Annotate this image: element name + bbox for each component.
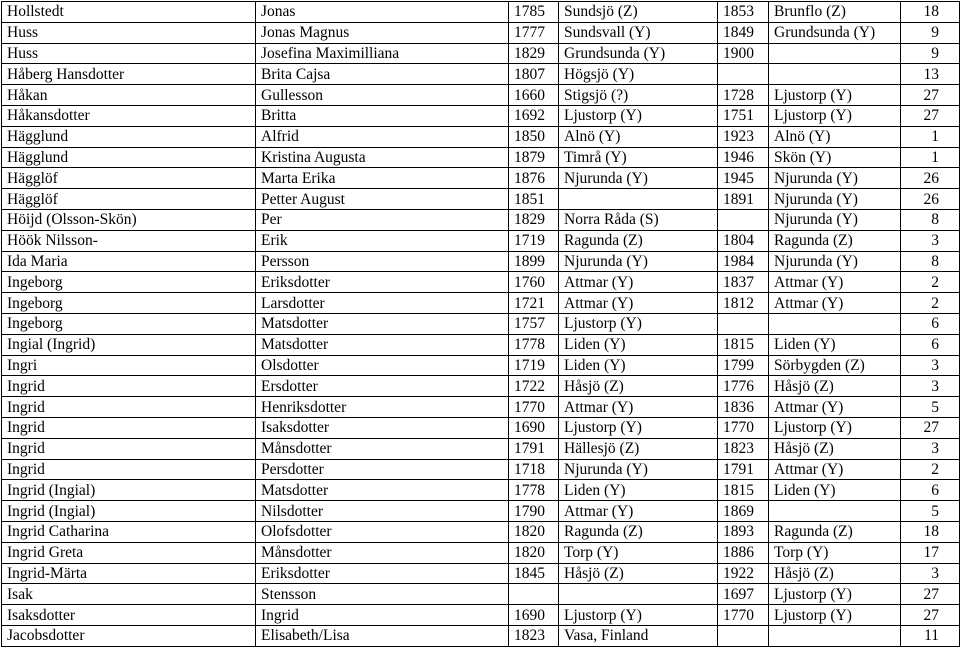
surname-cell: Huss (2, 43, 256, 64)
birth-year-cell: 1791 (509, 438, 559, 459)
surname-cell: Ingrid (2, 376, 256, 397)
given-name-cell: Kristina Augusta (256, 147, 509, 168)
given-name-cell: Eriksdotter (256, 563, 509, 584)
death-year-cell: 1770 (718, 417, 769, 438)
birth-year-cell: 1820 (509, 521, 559, 542)
birth-place-cell: Vasa, Finland (559, 625, 718, 646)
reference-cell: 2 (901, 272, 960, 293)
birth-year-cell: 1722 (509, 376, 559, 397)
death-place-cell: Ljustorp (Y) (769, 417, 901, 438)
birth-year-cell: 1719 (509, 230, 559, 251)
table-body (2, 2, 960, 647)
given-name-cell: Olofsdotter (256, 521, 509, 542)
birth-year-cell: 1851 (509, 189, 559, 210)
death-year-cell: 1900 (718, 43, 769, 64)
given-name-cell: Marta Erika (256, 168, 509, 189)
given-name-cell: Månsdotter (256, 542, 509, 563)
death-place-cell: Grundsunda (Y) (769, 22, 901, 43)
reference-cell: 1 (901, 147, 960, 168)
birth-place-cell: Ragunda (Z) (559, 230, 718, 251)
surname-cell: Ingrid (Ingial) (2, 480, 256, 501)
death-year-cell: 1799 (718, 355, 769, 376)
reference-cell: 13 (901, 64, 960, 85)
birth-place-cell: Liden (Y) (559, 334, 718, 355)
given-name-cell: Matsdotter (256, 313, 509, 334)
death-place-cell: Torp (Y) (769, 542, 901, 563)
surname-cell: Huss (2, 22, 256, 43)
table-row (2, 501, 960, 522)
given-name-cell: Isaksdotter (256, 417, 509, 438)
given-name-cell: Stensson (256, 584, 509, 605)
given-name-cell: Per (256, 209, 509, 230)
surname-cell: Ingrid (2, 438, 256, 459)
birth-year-cell: 1823 (509, 625, 559, 646)
birth-place-cell: Ljustorp (Y) (559, 105, 718, 126)
genealogy-table (1, 1, 960, 647)
reference-cell: 17 (901, 542, 960, 563)
birth-place-cell: Timrå (Y) (559, 147, 718, 168)
birth-year-cell: 1757 (509, 313, 559, 334)
surname-cell: Hägglund (2, 147, 256, 168)
birth-place-cell: Attmar (Y) (559, 397, 718, 418)
reference-cell: 27 (901, 584, 960, 605)
death-place-cell: Njurunda (Y) (769, 168, 901, 189)
reference-cell: 3 (901, 563, 960, 584)
given-name-cell: Brita Cajsa (256, 64, 509, 85)
given-name-cell: Alfrid (256, 126, 509, 147)
table-row (2, 126, 960, 147)
birth-place-cell: Liden (Y) (559, 355, 718, 376)
death-year-cell: 1751 (718, 105, 769, 126)
table-row (2, 563, 960, 584)
death-year-cell: 1849 (718, 22, 769, 43)
death-place-cell: Sörbygden (Z) (769, 355, 901, 376)
table-row (2, 438, 960, 459)
birth-place-cell: Attmar (Y) (559, 272, 718, 293)
reference-cell: 9 (901, 43, 960, 64)
birth-place-cell: Högsjö (Y) (559, 64, 718, 85)
surname-cell: Håberg Hansdotter (2, 64, 256, 85)
reference-cell: 6 (901, 313, 960, 334)
death-year-cell: 1837 (718, 272, 769, 293)
death-year-cell: 1697 (718, 584, 769, 605)
surname-cell: Ingri (2, 355, 256, 376)
death-place-cell: Attmar (Y) (769, 272, 901, 293)
birth-year-cell: 1770 (509, 397, 559, 418)
death-place-cell: Ljustorp (Y) (769, 584, 901, 605)
birth-year-cell: 1778 (509, 334, 559, 355)
given-name-cell: Olsdotter (256, 355, 509, 376)
birth-year-cell: 1829 (509, 43, 559, 64)
birth-year-cell: 1778 (509, 480, 559, 501)
death-year-cell: 1812 (718, 293, 769, 314)
death-place-cell: Njurunda (Y) (769, 209, 901, 230)
birth-place-cell: Alnö (Y) (559, 126, 718, 147)
table-row (2, 2, 960, 23)
given-name-cell: Petter August (256, 189, 509, 210)
surname-cell: Hägglund (2, 126, 256, 147)
table-row (2, 313, 960, 334)
reference-cell: 5 (901, 501, 960, 522)
table-row (2, 417, 960, 438)
given-name-cell: Jonas (256, 2, 509, 23)
birth-year-cell: 1807 (509, 64, 559, 85)
death-year-cell: 1804 (718, 230, 769, 251)
birth-place-cell: Stigsjö (?) (559, 85, 718, 106)
surname-cell: Höök Nilsson- (2, 230, 256, 251)
reference-cell: 27 (901, 85, 960, 106)
death-year-cell: 1853 (718, 2, 769, 23)
death-year-cell: 1836 (718, 397, 769, 418)
given-name-cell: Månsdotter (256, 438, 509, 459)
birth-place-cell: Norra Råda (S) (559, 209, 718, 230)
death-year-cell (718, 209, 769, 230)
birth-year-cell (509, 584, 559, 605)
reference-cell: 18 (901, 521, 960, 542)
death-place-cell: Håsjö (Z) (769, 563, 901, 584)
death-place-cell: Attmar (Y) (769, 459, 901, 480)
surname-cell: Hollstedt (2, 2, 256, 23)
given-name-cell: Britta (256, 105, 509, 126)
death-place-cell: Attmar (Y) (769, 293, 901, 314)
death-year-cell: 1886 (718, 542, 769, 563)
given-name-cell: Larsdotter (256, 293, 509, 314)
given-name-cell: Erik (256, 230, 509, 251)
table-row (2, 397, 960, 418)
birth-year-cell: 1690 (509, 605, 559, 626)
birth-year-cell: 1899 (509, 251, 559, 272)
surname-cell: Ingrid Catharina (2, 521, 256, 542)
table-row (2, 251, 960, 272)
death-place-cell: Liden (Y) (769, 334, 901, 355)
table-row (2, 625, 960, 646)
reference-cell: 27 (901, 105, 960, 126)
birth-place-cell: Grundsunda (Y) (559, 43, 718, 64)
surname-cell: Ingrid (Ingial) (2, 501, 256, 522)
table-row (2, 85, 960, 106)
surname-cell: Håkansdotter (2, 105, 256, 126)
surname-cell: Isaksdotter (2, 605, 256, 626)
birth-year-cell: 1777 (509, 22, 559, 43)
death-place-cell (769, 625, 901, 646)
reference-cell: 2 (901, 293, 960, 314)
death-year-cell: 1946 (718, 147, 769, 168)
death-place-cell: Skön (Y) (769, 147, 901, 168)
table-row (2, 168, 960, 189)
death-place-cell (769, 313, 901, 334)
death-place-cell: Håsjö (Z) (769, 376, 901, 397)
reference-cell: 3 (901, 376, 960, 397)
table-row (2, 209, 960, 230)
reference-cell: 26 (901, 168, 960, 189)
given-name-cell: Jonas Magnus (256, 22, 509, 43)
death-place-cell: Ljustorp (Y) (769, 105, 901, 126)
table-row (2, 542, 960, 563)
birth-year-cell: 1820 (509, 542, 559, 563)
death-place-cell (769, 64, 901, 85)
death-year-cell: 1815 (718, 480, 769, 501)
given-name-cell: Gullesson (256, 85, 509, 106)
death-year-cell (718, 313, 769, 334)
birth-year-cell: 1845 (509, 563, 559, 584)
reference-cell: 3 (901, 355, 960, 376)
birth-place-cell: Ljustorp (Y) (559, 313, 718, 334)
reference-cell: 11 (901, 625, 960, 646)
death-place-cell: Ragunda (Z) (769, 521, 901, 542)
birth-place-cell: Håsjö (Z) (559, 376, 718, 397)
death-year-cell: 1770 (718, 605, 769, 626)
given-name-cell: Matsdotter (256, 334, 509, 355)
table-row (2, 605, 960, 626)
death-year-cell: 1791 (718, 459, 769, 480)
reference-cell: 8 (901, 209, 960, 230)
death-year-cell (718, 64, 769, 85)
table-row (2, 293, 960, 314)
death-year-cell: 1815 (718, 334, 769, 355)
birth-place-cell: Njurunda (Y) (559, 459, 718, 480)
death-place-cell: Ljustorp (Y) (769, 605, 901, 626)
reference-cell: 1 (901, 126, 960, 147)
table-row (2, 105, 960, 126)
birth-place-cell (559, 584, 718, 605)
table-row (2, 480, 960, 501)
birth-place-cell: Ljustorp (Y) (559, 605, 718, 626)
birth-place-cell: Håsjö (Z) (559, 563, 718, 584)
reference-cell: 27 (901, 605, 960, 626)
reference-cell: 8 (901, 251, 960, 272)
given-name-cell: Nilsdotter (256, 501, 509, 522)
surname-cell: Jacobsdotter (2, 625, 256, 646)
birth-place-cell: Liden (Y) (559, 480, 718, 501)
surname-cell: Ingrid (2, 417, 256, 438)
table-row (2, 272, 960, 293)
birth-year-cell: 1829 (509, 209, 559, 230)
birth-place-cell: Attmar (Y) (559, 293, 718, 314)
death-place-cell (769, 501, 901, 522)
death-place-cell: Liden (Y) (769, 480, 901, 501)
birth-place-cell: Hällesjö (Z) (559, 438, 718, 459)
death-place-cell: Ljustorp (Y) (769, 85, 901, 106)
table-row (2, 189, 960, 210)
table-row (2, 521, 960, 542)
birth-year-cell: 1721 (509, 293, 559, 314)
surname-cell: Ingrid (2, 459, 256, 480)
table-row (2, 147, 960, 168)
death-year-cell: 1728 (718, 85, 769, 106)
death-year-cell: 1869 (718, 501, 769, 522)
birth-year-cell: 1690 (509, 417, 559, 438)
death-place-cell: Njurunda (Y) (769, 251, 901, 272)
surname-cell: Höijd (Olsson-Skön) (2, 209, 256, 230)
surname-cell: Ingeborg (2, 313, 256, 334)
surname-cell: Ingeborg (2, 272, 256, 293)
death-year-cell (718, 625, 769, 646)
death-place-cell: Attmar (Y) (769, 397, 901, 418)
reference-cell: 3 (901, 438, 960, 459)
birth-place-cell: Sundsjö (Z) (559, 2, 718, 23)
birth-place-cell: Njurunda (Y) (559, 251, 718, 272)
reference-cell: 6 (901, 334, 960, 355)
birth-year-cell: 1790 (509, 501, 559, 522)
given-name-cell: Eriksdotter (256, 272, 509, 293)
birth-place-cell: Ljustorp (Y) (559, 417, 718, 438)
reference-cell: 2 (901, 459, 960, 480)
table-row (2, 64, 960, 85)
death-year-cell: 1776 (718, 376, 769, 397)
birth-year-cell: 1879 (509, 147, 559, 168)
death-place-cell (769, 43, 901, 64)
birth-place-cell: Attmar (Y) (559, 501, 718, 522)
given-name-cell: Elisabeth/Lisa (256, 625, 509, 646)
surname-cell: Isak (2, 584, 256, 605)
reference-cell: 6 (901, 480, 960, 501)
birth-place-cell (559, 189, 718, 210)
surname-cell: Ingeborg (2, 293, 256, 314)
surname-cell: Hägglöf (2, 189, 256, 210)
reference-cell: 18 (901, 2, 960, 23)
death-year-cell: 1945 (718, 168, 769, 189)
surname-cell: Ingrid-Märta (2, 563, 256, 584)
surname-cell: Ingrid (2, 397, 256, 418)
surname-cell: Hägglöf (2, 168, 256, 189)
death-year-cell: 1891 (718, 189, 769, 210)
given-name-cell: Ingrid (256, 605, 509, 626)
table-row (2, 22, 960, 43)
birth-year-cell: 1692 (509, 105, 559, 126)
birth-year-cell: 1785 (509, 2, 559, 23)
given-name-cell: Persdotter (256, 459, 509, 480)
given-name-cell: Josefina Maximilliana (256, 43, 509, 64)
surname-cell: Ingrid Greta (2, 542, 256, 563)
death-year-cell: 1823 (718, 438, 769, 459)
death-year-cell: 1922 (718, 563, 769, 584)
table-row (2, 459, 960, 480)
given-name-cell: Persson (256, 251, 509, 272)
table-row (2, 334, 960, 355)
given-name-cell: Henriksdotter (256, 397, 509, 418)
death-place-cell: Alnö (Y) (769, 126, 901, 147)
birth-place-cell: Njurunda (Y) (559, 168, 718, 189)
death-place-cell: Ragunda (Z) (769, 230, 901, 251)
death-place-cell: Håsjö (Z) (769, 438, 901, 459)
birth-year-cell: 1850 (509, 126, 559, 147)
surname-cell: Ida Maria (2, 251, 256, 272)
table-row (2, 230, 960, 251)
birth-year-cell: 1718 (509, 459, 559, 480)
reference-cell: 27 (901, 417, 960, 438)
death-year-cell: 1984 (718, 251, 769, 272)
table-row (2, 43, 960, 64)
table-row (2, 376, 960, 397)
reference-cell: 9 (901, 22, 960, 43)
birth-place-cell: Ragunda (Z) (559, 521, 718, 542)
reference-cell: 26 (901, 189, 960, 210)
death-year-cell: 1923 (718, 126, 769, 147)
death-place-cell: Njurunda (Y) (769, 189, 901, 210)
surname-cell: Håkan (2, 85, 256, 106)
birth-year-cell: 1660 (509, 85, 559, 106)
reference-cell: 3 (901, 230, 960, 251)
table-row (2, 355, 960, 376)
death-place-cell: Brunflo (Z) (769, 2, 901, 23)
reference-cell: 5 (901, 397, 960, 418)
birth-place-cell: Sundsvall (Y) (559, 22, 718, 43)
birth-year-cell: 1760 (509, 272, 559, 293)
given-name-cell: Ersdotter (256, 376, 509, 397)
birth-place-cell: Torp (Y) (559, 542, 718, 563)
death-year-cell: 1893 (718, 521, 769, 542)
birth-year-cell: 1719 (509, 355, 559, 376)
given-name-cell: Matsdotter (256, 480, 509, 501)
birth-year-cell: 1876 (509, 168, 559, 189)
surname-cell: Ingial (Ingrid) (2, 334, 256, 355)
table-row (2, 584, 960, 605)
